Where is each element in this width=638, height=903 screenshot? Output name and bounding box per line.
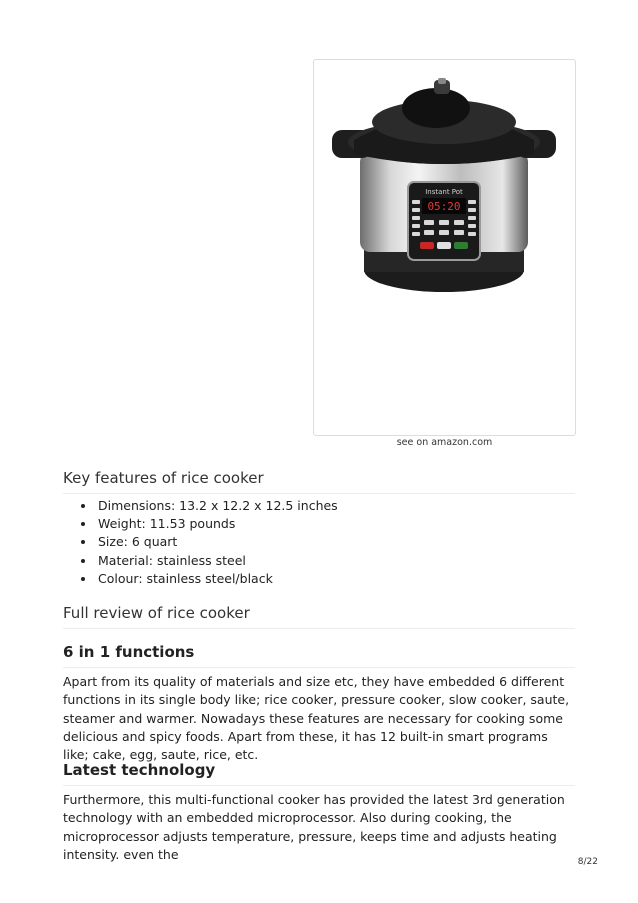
functions-heading: 6 in 1 functions: [63, 643, 575, 668]
product-caption-link[interactable]: see on amazon.com: [396, 437, 493, 448]
page-number: 8/22: [577, 857, 598, 867]
full-review-heading: Full review of rice cooker: [63, 604, 575, 629]
list-item: • Colour: stainless steel/black: [96, 570, 608, 588]
technology-heading: Latest technology: [63, 761, 575, 786]
technology-paragraph: Furthermore, this multi-functional cooker has provided the latest 3rd generation technology with an embedded microprocessor. Also during cooking, the microprocessor adjusts temperature, pressure, keeps time and adjusts heating intensity. even the: [63, 792, 565, 862]
list-item: • Material: stainless steel: [96, 552, 608, 570]
features-list: [63, 497, 608, 588]
brand-text: Instant Pot: [425, 188, 463, 196]
list-item: • Size: 6 quart: [96, 533, 608, 551]
timer-display: 05:20: [427, 200, 461, 213]
functions-paragraph: Apart from its quality of materials and size etc, they have embedded 6 different functions in its single body like; rice cooker, pressure cooker, slow cooker, saute, steamer and warmer. Nowadays these features are necessary for cooking some delicious and spicy foods. Apart from these, it has 12 built-in smart programs like; cake, egg, saute, rice, etc.: [63, 674, 570, 763]
pressure-cooker-image: [324, 70, 564, 310]
list-item: • Dimensions: 13.2 x 12.2 x 12.5 inches: [96, 497, 608, 515]
key-features-heading: Key features of rice cooker: [63, 469, 575, 494]
product-card[interactable]: [313, 59, 576, 436]
list-item: • Weight: 11.53 pounds: [96, 515, 608, 533]
